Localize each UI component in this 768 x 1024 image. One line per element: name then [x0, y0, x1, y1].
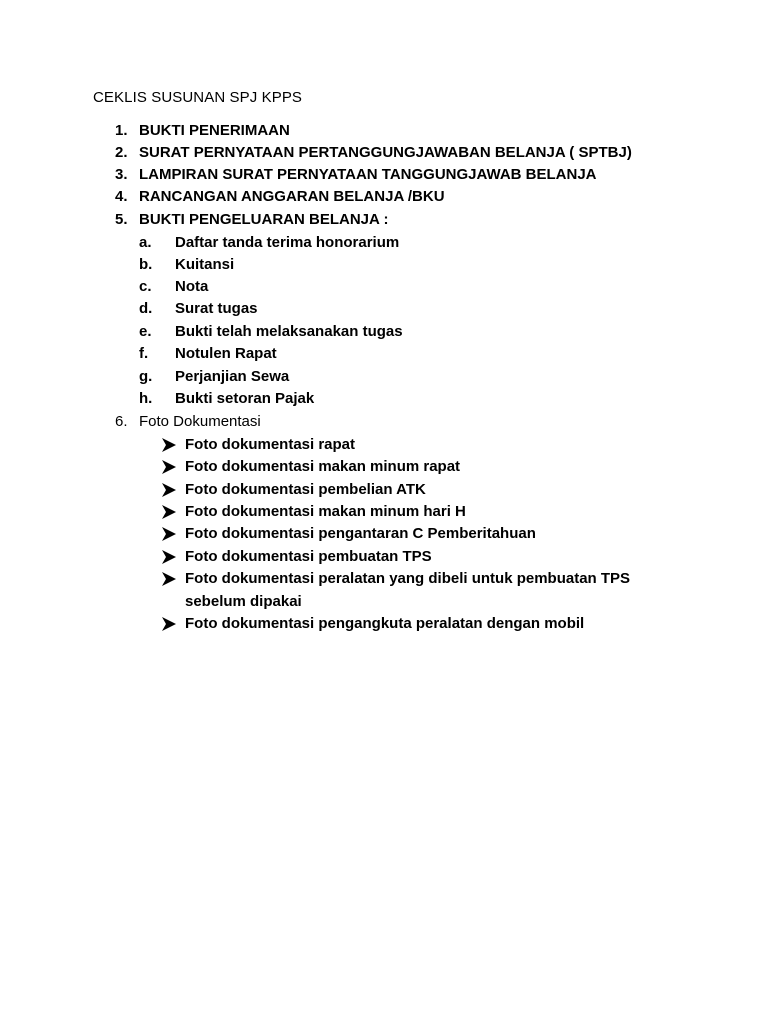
- item-text: RANCANGAN ANGGARAN BELANJA /BKU: [139, 188, 445, 205]
- sub-item-letter: a.: [139, 234, 152, 251]
- item-text: BUKTI PENGELUARAN BELANJA :: [139, 211, 389, 228]
- item-text: BUKTI PENERIMAAN: [139, 122, 290, 139]
- item-number: 2.: [115, 144, 128, 161]
- arrow-bullet-icon: [161, 479, 179, 501]
- sub-item-letter: d.: [139, 300, 153, 317]
- photo-item-text: Foto dokumentasi rapat: [185, 436, 356, 453]
- arrow-bullet-icon: [161, 613, 179, 635]
- sub-item-text: Perjanjian Sewa: [175, 368, 290, 385]
- document-title: CEKLIS SUSUNAN SPJ KPPS: [93, 89, 303, 106]
- item-number: 6.: [115, 413, 128, 430]
- sub-item-text: Surat tugas: [175, 300, 258, 317]
- sub-item-letter: b.: [139, 256, 153, 273]
- sub-item-text: Kuitansi: [175, 256, 235, 273]
- sub-item-text: Daftar tanda terima honorarium: [175, 234, 400, 251]
- photo-item-text: Foto dokumentasi pengangkuta peralatan dengan mobil: [185, 615, 585, 632]
- photo-item-text: Foto dokumentasi peralatan yang dibeli untuk pembuatan TPS: [185, 570, 631, 587]
- sub-item-text: Bukti setoran Pajak: [175, 390, 315, 407]
- arrow-bullet-icon: [161, 546, 179, 568]
- arrow-bullet-icon: [161, 568, 179, 590]
- arrow-bullet-icon: [161, 523, 179, 545]
- item-number: 5.: [115, 211, 128, 228]
- item-number: 1.: [115, 122, 128, 139]
- sub-item-text: Notulen Rapat: [175, 345, 277, 362]
- item-text: Foto Dokumentasi: [139, 413, 261, 430]
- arrow-bullet-icon: [161, 501, 179, 523]
- sub-item-letter: h.: [139, 390, 153, 407]
- sub-item-letter: g.: [139, 368, 153, 385]
- photo-item-text: Foto dokumentasi pembuatan TPS: [185, 548, 432, 565]
- photo-item-text: Foto dokumentasi makan minum rapat: [185, 458, 461, 475]
- photo-item-text: Foto dokumentasi makan minum hari H: [185, 503, 466, 520]
- photo-item-text: sebelum dipakai: [185, 593, 302, 610]
- item-text: SURAT PERNYATAAN PERTANGGUNGJAWABAN BELANJA ( SPTBJ): [139, 144, 632, 161]
- photo-item-text: Foto dokumentasi pembelian ATK: [185, 481, 426, 498]
- item-number: 3.: [115, 166, 128, 183]
- sub-item-text: Nota: [175, 278, 209, 295]
- sub-item-letter: f.: [139, 345, 149, 362]
- arrow-bullet-icon: [161, 456, 179, 478]
- item-number: 4.: [115, 188, 128, 205]
- sub-item-letter: e.: [139, 323, 152, 340]
- sub-item-text: Bukti telah melaksanakan tugas: [175, 323, 403, 340]
- photo-item-text: Foto dokumentasi pengantaran C Pemberitahuan: [185, 525, 536, 542]
- arrow-bullet-icon: [161, 434, 179, 456]
- item-text: LAMPIRAN SURAT PERNYATAAN TANGGUNGJAWAB BELANJA: [139, 166, 597, 183]
- sub-item-letter: c.: [139, 278, 152, 295]
